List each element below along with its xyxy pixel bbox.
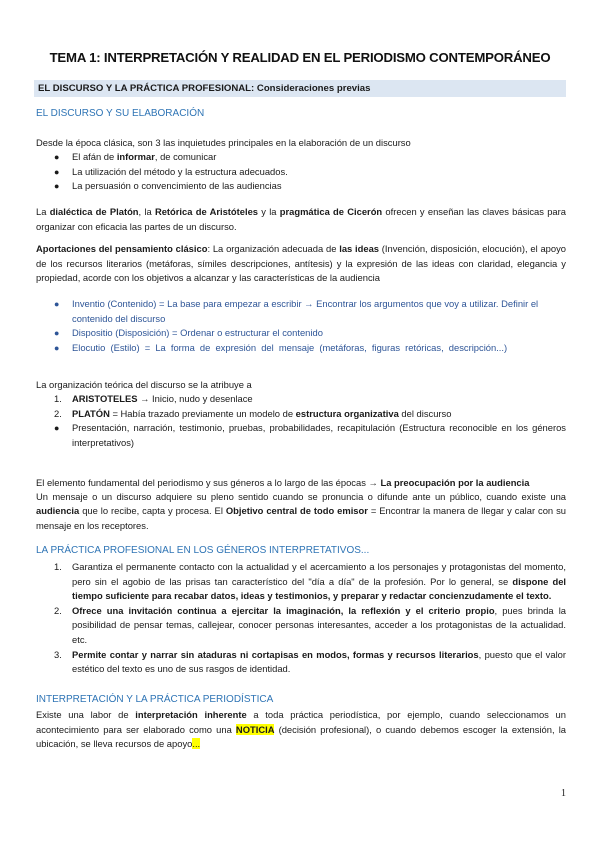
heading-practica: LA PRÁCTICA PROFESIONAL EN LOS GÉNEROS INTERPRETATIVOS...: [36, 545, 370, 556]
page-title: TEMA 1: INTERPRETACIÓN Y REALIDAD EN EL PERIODISMO CONTEMPORÁNEO: [49, 50, 551, 65]
section-bar: EL DISCURSO Y LA PRÁCTICA PROFESIONAL: Consideraciones previas: [34, 80, 566, 97]
list-item: ● Presentación, narración, testimonio, pruebas, probabilidades, recapitulación (Estructura reconocible en los géneros interpretativos): [54, 422, 566, 448]
list-item: ● El afán de informar, de comunicar: [54, 151, 217, 162]
aportaciones-paragraph: Aportaciones del pensamiento clásico: La organización adecuada de las ideas (Invención, disposición, elocución), el apoyo de los recursos literarios (metáforas, símiles descripciones, antítesis) y la expresión de las ideas con claridad, elegancia y propiedad, acorde con los objetivos a alcanzar y las características de la audiencia: [36, 243, 566, 284]
fundamental-paragraph: El elemento fundamental del periodismo y sus géneros a lo largo de las épocas → La preocupación por la audiencia Un mensaje o un discurso adquiere su pleno sentido cuando se pronuncia o difunde ante un público, cuando existe una audiencia que lo recibe, capta y procesa. El Objetivo central de todo emisor = Encontrar la manera de llegar y calar con su mensaje en los receptores.: [36, 477, 566, 531]
list-item: ● La persuasión o convencimiento de las audiencias: [54, 180, 282, 192]
inquietudes-list: [54, 150, 566, 194]
list-item: 1. ARISTOTELES → Inicio, nudo y desenlace: [54, 393, 253, 404]
list-item: 3. Permite contar y narrar sin ataduras ni cortapisas en modos, formas y recursos literarios, puesto que el valor estético del texto es uno de sus rasgos de identidad.: [54, 648, 567, 675]
list-item: ● La utilización del método y la estructura adecuados.: [54, 165, 288, 177]
interpretacion-paragraph: Existe una labor de interpretación inherente a toda práctica periodística, por ejemplo, cuando seleccionamos un acontecimiento para ser elaborado como una NOTICIA (decisión profesional), o cuando debemos escoger la extensión, la ubicación, se lleva recursos de apoyo...: [36, 709, 566, 750]
list-item: ● Elocutio (Estilo) = La forma de expresión del mensaje (metáforas, figuras retóricas, descripción...): [54, 341, 508, 353]
list-item: ● Inventio (Contenido) = La base para empezar a escribir → Encontrar los argumentos que voy a utilizar. Definir el contenido del discurso: [54, 298, 539, 324]
list-item: 1. Garantiza el permanente contacto con la actualidad y el acercamiento a los personajes y protagonistas del momento, pero sin el agobio de las prisas tan característico del "día a día" de la profesión. Por lo general, se dispone del tiempo suficiente para recabar datos, ideas y testimonios, y preparar y redactar concienzudamente el texto.: [54, 561, 567, 602]
claves-paragraph: La dialéctica de Platón, la Retórica de Aristóteles y la pragmática de Cicerón ofrecen y enseñan las claves básicas para organizar con eficacia las partes de un discurso.: [36, 206, 566, 232]
list-item: 2. PLATÓN = Había trazado previamente un modelo de estructura organizativa del discurso: [54, 407, 452, 419]
list-item: ● Dispositio (Disposición) = Ordenar o estructurar el contenido: [54, 327, 323, 339]
practica-list: [54, 560, 567, 677]
estructura-list: [54, 421, 566, 450]
heading-interpretacion: INTERPRETACIÓN Y LA PRÁCTICA PERIODÍSTICA: [36, 694, 274, 705]
partes-list: [54, 297, 566, 355]
heading-discurso: EL DISCURSO Y SU ELABORACIÓN: [36, 108, 205, 119]
page-number: 1: [561, 788, 566, 799]
list-item: 2. Ofrece una invitación continua a ejercitar la imaginación, la reflexión y el criterio propio, pues brinda la posibilidad de pensar temas, callejear, conocer personas interesantes, acceder a los protagonistas de la actualidad. etc.: [54, 604, 566, 645]
intro-paragraph: Desde la época clásica, son 3 las inquietudes principales en la elaboración de un discurso: [36, 137, 411, 148]
organizacion-intro: La organización teórica del discurso se la atribuye a: [36, 379, 252, 390]
autores-list: [54, 392, 566, 421]
